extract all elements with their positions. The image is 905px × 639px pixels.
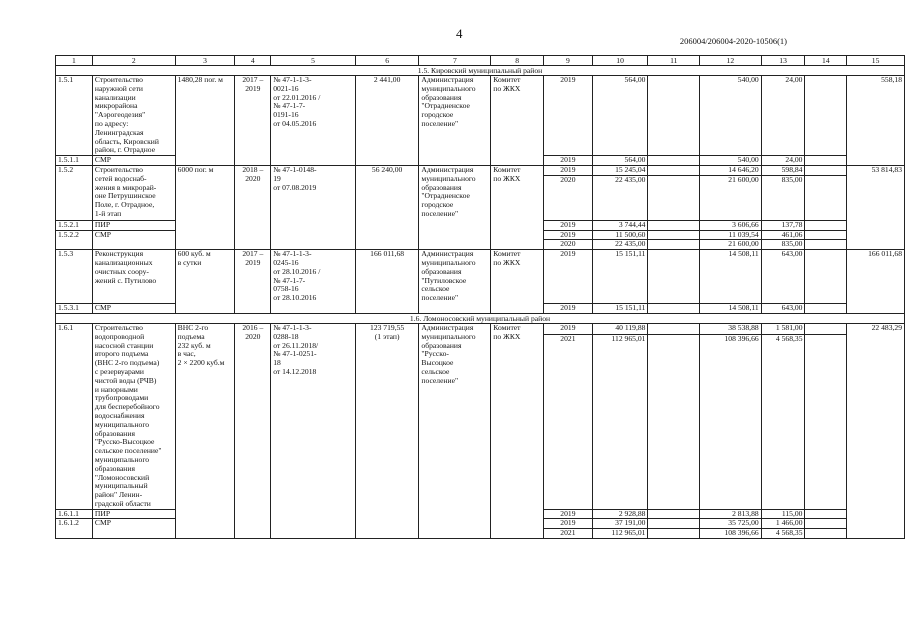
subitem-number: 1.6.1.2 — [56, 519, 93, 539]
federal-cell — [648, 304, 700, 314]
year-cell: 2021 — [544, 335, 593, 510]
other-cell — [805, 165, 847, 175]
year-cell: 2019 — [544, 230, 593, 240]
year-cell: 2019 — [544, 156, 593, 166]
subitem-number: 1.5.1.1 — [56, 156, 93, 166]
project-number: 1.5.3 — [56, 250, 93, 304]
project-period: 2016 – 2020 — [235, 323, 271, 538]
total-cell: 3 744,44 — [592, 220, 648, 230]
year-cell: 2019 — [544, 519, 593, 529]
project-cost: 123 719,55 (1 этап) — [355, 323, 419, 538]
year-cell: 2021 — [544, 529, 593, 539]
regional-cell: 14 508,11 — [700, 250, 762, 304]
regional-cell: 108 396,66 — [700, 335, 762, 510]
federal-cell — [648, 250, 700, 304]
other-cell — [805, 156, 847, 166]
other-cell — [805, 509, 847, 519]
year-cell: 2019 — [544, 304, 593, 314]
column-header-5: 5 — [271, 56, 356, 66]
total-cell: 112 965,01 — [592, 529, 648, 539]
federal-cell — [648, 230, 700, 240]
column-header-10: 10 — [592, 56, 648, 66]
regional-cell: 14 508,11 — [700, 304, 762, 314]
project-capacity: 600 куб. м в сутки — [175, 250, 235, 314]
page-number: 4 — [456, 26, 463, 41]
other-cell — [805, 240, 847, 250]
project-row — [56, 165, 905, 175]
project-customer: Администрация муниципального образования "Русско- Высоцкое сельское поселение" — [419, 323, 491, 538]
column-header-8: 8 — [491, 56, 544, 66]
total-cell: 2 928,88 — [592, 509, 648, 519]
local-cell: 4 568,35 — [761, 529, 805, 539]
subitem-name: СМР — [92, 156, 175, 166]
total-cell: 15 151,11 — [592, 304, 648, 314]
federal-cell — [648, 175, 700, 220]
total-cell: 15 245,04 — [592, 165, 648, 175]
regional-cell: 11 039,54 — [700, 230, 762, 240]
federal-cell — [648, 76, 700, 156]
project-capacity: 6000 пог. м — [175, 165, 235, 249]
total-cell: 564,00 — [592, 156, 648, 166]
project-cost: 166 011,68 — [355, 250, 419, 314]
other-cell — [805, 230, 847, 240]
project-documents: № 47-1-1-3- 0245-16 от 28.10.2016 / № 47-1-7- 0758-16 от 28.10.2016 — [271, 250, 356, 314]
other-cell — [805, 76, 847, 156]
column-header-12: 12 — [700, 56, 762, 66]
local-cell: 24,00 — [761, 156, 805, 166]
subitem-name: СМР — [92, 519, 175, 539]
project-row — [56, 323, 905, 334]
column-header-1: 1 — [56, 56, 93, 66]
regional-cell: 108 396,66 — [700, 529, 762, 539]
other-cell — [805, 323, 847, 334]
regional-cell: 3 606,66 — [700, 220, 762, 230]
subitem-number: 1.6.1.1 — [56, 509, 93, 519]
project-limit: 53 814,83 — [847, 165, 905, 249]
project-limit: 22 483,29 — [847, 323, 905, 538]
project-documents: № 47-1-0148- 19 от 07.08.2019 — [271, 165, 356, 249]
column-header-2: 2 — [92, 56, 175, 66]
federal-cell — [648, 519, 700, 529]
year-cell: 2019 — [544, 323, 593, 334]
table-body — [56, 56, 905, 539]
column-header-9: 9 — [544, 56, 593, 66]
column-header-11: 11 — [648, 56, 700, 66]
column-header-7: 7 — [419, 56, 491, 66]
other-cell — [805, 304, 847, 314]
other-cell — [805, 175, 847, 220]
project-period: 2018 – 2020 — [235, 165, 271, 249]
year-cell: 2020 — [544, 175, 593, 220]
project-cost: 2 441,00 — [355, 76, 419, 166]
local-cell: 137,78 — [761, 220, 805, 230]
total-cell: 22 435,00 — [592, 175, 648, 220]
year-cell: 2019 — [544, 165, 593, 175]
local-cell: 24,00 — [761, 76, 805, 156]
column-header-3: 3 — [175, 56, 235, 66]
project-documents: № 47-1-1-3- 0021-16 от 22.01.2016 / № 47-1-7- 0191-16 от 04.05.2016 — [271, 76, 356, 166]
section-row — [56, 313, 905, 323]
project-organization: Комитет по ЖКХ — [491, 323, 544, 538]
subitem-name: СМР — [92, 230, 175, 250]
project-limit: 558,18 — [847, 76, 905, 166]
other-cell — [805, 529, 847, 539]
column-header-15: 15 — [847, 56, 905, 66]
project-period: 2017 – 2019 — [235, 76, 271, 166]
local-cell: 1 466,00 — [761, 519, 805, 529]
project-name: Строительство водопроводной насосной станции второго подъема (ВНС 2-го подъема) с резервуарами чистой воды (РЧВ) и напорными трубопроводами для бесперебойного водоснабжения муниципального образования "Русско-Высоцкое сельское поселение" муниципального образования "Ломоносовский муниципальный район" Ленин- градской области — [92, 323, 175, 509]
section-title: 1.5. Кировский муниципальный район — [56, 66, 905, 76]
column-header-6: 6 — [355, 56, 419, 66]
total-cell: 564,00 — [592, 76, 648, 156]
local-cell: 1 581,00 — [761, 323, 805, 334]
subitem-name: ПИР — [92, 220, 175, 230]
subitem-number: 1.5.2.2 — [56, 230, 93, 250]
document-code: 206004/206004-2020-10506(1) — [679, 36, 787, 46]
project-customer: Администрация муниципального образования "Отрадненское городское поселение" — [419, 76, 491, 166]
project-name: Строительство наружной сети канализации микрорайона "Аэрогеодезия" по адресу: Ленинградская область, Кировский район, г. Отрадное — [92, 76, 175, 156]
other-cell — [805, 519, 847, 529]
subitem-number: 1.5.3.1 — [56, 304, 93, 314]
project-organization: Комитет по ЖКХ — [491, 165, 544, 249]
column-header-13: 13 — [761, 56, 805, 66]
project-customer: Администрация муниципального образования "Путиловское сельское поселение" — [419, 250, 491, 314]
project-number: 1.5.2 — [56, 165, 93, 220]
regional-cell: 21 600,00 — [700, 240, 762, 250]
project-customer: Администрация муниципального образования "Отрадненское городское поселение" — [419, 165, 491, 249]
project-documents: № 47-1-1-3- 0288-18 от 26.11.2018/ № 47-1-0251- 18 от 14.12.2018 — [271, 323, 356, 538]
local-cell: 643,00 — [761, 304, 805, 314]
year-cell: 2019 — [544, 220, 593, 230]
year-cell: 2019 — [544, 76, 593, 156]
project-row — [56, 76, 905, 156]
project-name: Строительство сетей водоснаб- жения в микрорай- оне Петрушинское Поле, г. Отрадное, 1-й этап — [92, 165, 175, 220]
project-number: 1.6.1 — [56, 323, 93, 509]
federal-cell — [648, 220, 700, 230]
regional-cell: 2 813,88 — [700, 509, 762, 519]
local-cell: 4 568,35 — [761, 335, 805, 510]
other-cell — [805, 250, 847, 304]
local-cell: 598,84 — [761, 165, 805, 175]
local-cell: 115,00 — [761, 509, 805, 519]
federal-cell — [648, 323, 700, 334]
total-cell: 15 151,11 — [592, 250, 648, 304]
other-cell — [805, 220, 847, 230]
local-cell: 835,00 — [761, 175, 805, 220]
year-cell: 2019 — [544, 250, 593, 304]
column-header-14: 14 — [805, 56, 847, 66]
regional-cell: 540,00 — [700, 76, 762, 156]
column-header-4: 4 — [235, 56, 271, 66]
total-cell: 40 119,88 — [592, 323, 648, 334]
federal-cell — [648, 156, 700, 166]
regional-cell: 14 646,20 — [700, 165, 762, 175]
federal-cell — [648, 240, 700, 250]
regional-cell: 35 725,00 — [700, 519, 762, 529]
project-capacity: ВНС 2-го подъема 232 куб. м в час, 2 × 2200 куб.м — [175, 323, 235, 538]
subitem-name: ПИР — [92, 509, 175, 519]
subitem-number: 1.5.2.1 — [56, 220, 93, 230]
regional-cell: 540,00 — [700, 156, 762, 166]
project-name: Реконструкция канализационных очистных соору- жений с. Путилово — [92, 250, 175, 304]
local-cell: 461,06 — [761, 230, 805, 240]
total-cell: 112 965,01 — [592, 335, 648, 510]
other-cell — [805, 335, 847, 510]
local-cell: 643,00 — [761, 250, 805, 304]
project-organization: Комитет по ЖКХ — [491, 76, 544, 166]
federal-cell — [648, 335, 700, 510]
total-cell: 11 500,60 — [592, 230, 648, 240]
regional-cell: 38 538,88 — [700, 323, 762, 334]
total-cell: 37 191,00 — [592, 519, 648, 529]
project-row — [56, 250, 905, 304]
project-organization: Комитет по ЖКХ — [491, 250, 544, 314]
regional-cell: 21 600,00 — [700, 175, 762, 220]
project-period: 2017 – 2019 — [235, 250, 271, 314]
section-title: 1.6. Ломоносовский муниципальный район — [56, 313, 905, 323]
investment-table — [55, 55, 905, 539]
project-cost: 56 240,00 — [355, 165, 419, 249]
year-cell: 2020 — [544, 240, 593, 250]
section-row — [56, 66, 905, 76]
project-limit: 166 011,68 — [847, 250, 905, 314]
project-capacity: 1480,28 пог. м — [175, 76, 235, 166]
total-cell: 22 435,00 — [592, 240, 648, 250]
federal-cell — [648, 165, 700, 175]
local-cell: 835,00 — [761, 240, 805, 250]
subitem-name: СМР — [92, 304, 175, 314]
project-number: 1.5.1 — [56, 76, 93, 156]
federal-cell — [648, 529, 700, 539]
federal-cell — [648, 509, 700, 519]
year-cell: 2019 — [544, 509, 593, 519]
